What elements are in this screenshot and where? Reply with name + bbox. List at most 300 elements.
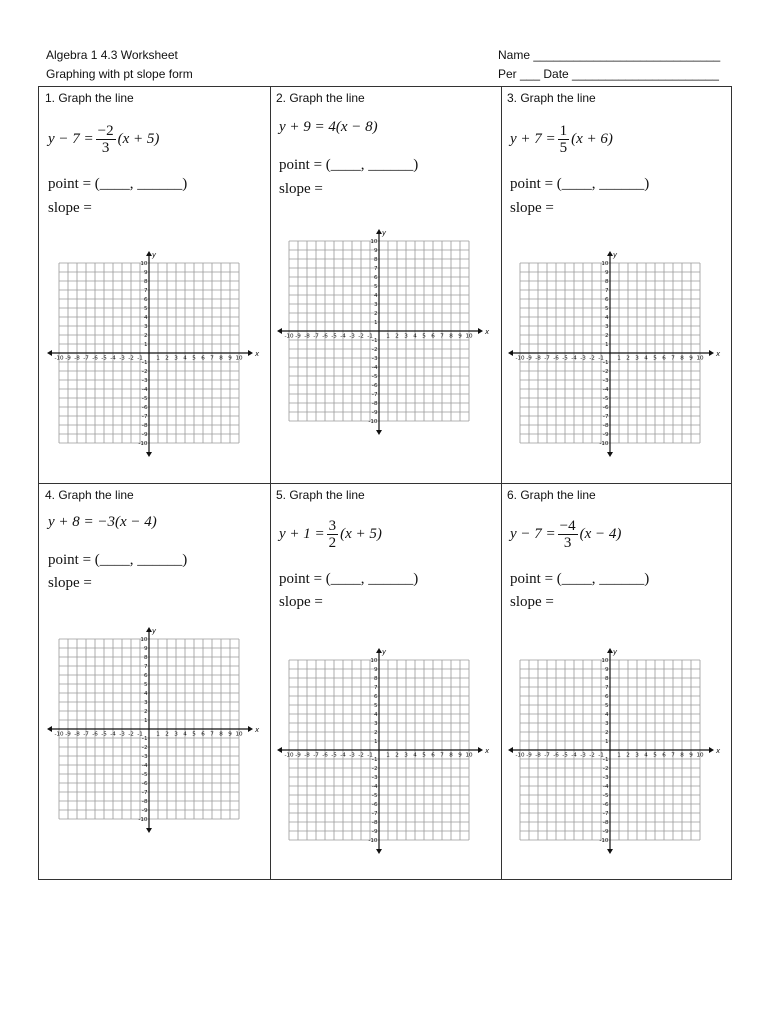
x-tick-label: -2	[358, 752, 364, 759]
x-tick-label: 10	[235, 355, 243, 362]
x-tick-label: -10	[515, 752, 525, 759]
x-tick-label: 10	[696, 355, 704, 362]
equation-lhs: y + 8 = −3(x − 4)	[48, 514, 157, 530]
x-axis-label: x	[255, 350, 260, 358]
x-tick-label: -9	[295, 752, 301, 759]
x-tick-label: -3	[580, 752, 586, 759]
y-tick-label: 5	[373, 284, 378, 290]
slope-answer-field[interactable]: slope =	[48, 575, 92, 591]
coordinate-grid[interactable]	[515, 648, 721, 870]
fraction-numerator: 1	[559, 123, 568, 139]
x-tick-label: -1	[598, 355, 604, 362]
x-tick-label: 5	[192, 731, 196, 738]
x-tick-label: 2	[395, 333, 399, 340]
y-axis-label: y	[382, 229, 387, 237]
y-tick-label: -1	[602, 360, 609, 366]
x-axis-label: x	[716, 747, 721, 755]
x-tick-label: -4	[571, 355, 577, 362]
equation	[279, 119, 378, 136]
y-tick-label: -3	[602, 775, 609, 781]
y-tick-label: 8	[373, 257, 378, 263]
y-tick-label: -7	[602, 811, 609, 817]
y-axis-arrow-down	[146, 828, 152, 833]
y-tick-label: 2	[604, 730, 609, 736]
equation	[279, 518, 382, 551]
y-tick-label: 10	[140, 637, 148, 643]
x-tick-label: -4	[110, 731, 116, 738]
x-tick-label: -7	[313, 333, 319, 340]
x-tick-label: 1	[617, 752, 621, 759]
slope-fraction	[327, 518, 339, 551]
x-tick-label: -1	[367, 752, 373, 759]
y-tick-label: 8	[373, 676, 378, 682]
point-answer-field[interactable]: point = (____, ______)	[510, 571, 650, 587]
x-tick-label: 3	[635, 355, 639, 362]
equation-lhs: y + 9 = 4(x − 8)	[279, 119, 378, 135]
y-tick-label: -8	[602, 820, 609, 826]
y-tick-label: 5	[604, 703, 609, 709]
y-tick-label: -4	[371, 365, 378, 371]
y-tick-label: 4	[373, 293, 378, 299]
y-tick-label: 5	[604, 306, 609, 312]
x-tick-label: 4	[413, 333, 417, 340]
x-tick-label: -8	[535, 752, 541, 759]
y-tick-label: 8	[143, 655, 148, 661]
point-answer-field[interactable]: point = (____, ______)	[48, 176, 188, 192]
y-tick-label: -8	[371, 820, 378, 826]
y-tick-label: -10	[368, 419, 378, 425]
x-tick-label: 10	[235, 731, 243, 738]
y-tick-label: -5	[371, 793, 378, 799]
x-tick-label: -8	[304, 333, 310, 340]
y-tick-label: 2	[143, 709, 148, 715]
problem-label: 4. Graph the line	[45, 488, 134, 502]
y-tick-label: 9	[373, 248, 378, 254]
x-tick-label: 8	[680, 752, 684, 759]
y-tick-label: 7	[143, 664, 148, 670]
x-tick-label: -7	[544, 355, 550, 362]
x-tick-label: -1	[137, 355, 143, 362]
x-tick-label: 4	[413, 752, 417, 759]
x-tick-label: -6	[322, 333, 328, 340]
x-tick-label: 2	[626, 355, 630, 362]
y-tick-label: 2	[373, 311, 378, 317]
y-tick-label: -5	[141, 772, 148, 778]
x-tick-label: -9	[295, 333, 301, 340]
x-tick-label: 7	[210, 355, 214, 362]
x-tick-label: 1	[386, 752, 390, 759]
y-tick-label: -3	[141, 754, 148, 760]
x-tick-label: -10	[54, 355, 64, 362]
y-tick-label: -6	[371, 383, 378, 389]
x-tick-label: 4	[644, 355, 648, 362]
x-tick-label: 7	[210, 731, 214, 738]
coordinate-grid[interactable]	[54, 251, 260, 473]
x-tick-label: 6	[201, 731, 205, 738]
y-tick-label: 2	[373, 730, 378, 736]
x-tick-label: -2	[589, 752, 595, 759]
y-tick-label: 6	[373, 275, 378, 281]
y-tick-label: -2	[371, 347, 378, 353]
y-tick-label: 3	[604, 324, 609, 330]
x-tick-label: -5	[101, 731, 107, 738]
problem-3	[501, 87, 732, 484]
slope-fraction	[96, 123, 116, 156]
y-tick-label: 4	[604, 315, 609, 321]
y-tick-label: 3	[604, 721, 609, 727]
slope-answer-field[interactable]: slope =	[48, 200, 92, 216]
y-tick-label: 8	[604, 676, 609, 682]
y-tick-label: 9	[143, 270, 148, 276]
x-tick-label: -8	[535, 355, 541, 362]
x-tick-label: -2	[589, 355, 595, 362]
x-tick-label: 6	[662, 752, 666, 759]
x-tick-label: 3	[635, 752, 639, 759]
x-tick-label: -7	[83, 355, 89, 362]
x-tick-label: -2	[128, 355, 134, 362]
x-tick-label: -7	[83, 731, 89, 738]
x-tick-label: 2	[626, 752, 630, 759]
y-tick-label: -9	[141, 432, 148, 438]
y-tick-label: -5	[602, 396, 609, 402]
x-tick-label: -2	[128, 731, 134, 738]
point-answer-field[interactable]: point = (____, ______)	[279, 571, 419, 587]
x-axis-arrow-right	[478, 747, 483, 753]
y-tick-label: -10	[368, 838, 378, 844]
problem-2	[270, 87, 501, 484]
x-tick-label: 5	[192, 355, 196, 362]
x-tick-label: -5	[562, 355, 568, 362]
x-tick-label: -4	[110, 355, 116, 362]
y-tick-label: -7	[602, 414, 609, 420]
y-tick-label: 5	[143, 682, 148, 688]
y-tick-label: 7	[604, 288, 609, 294]
y-tick-label: 4	[373, 712, 378, 718]
y-axis-label: y	[613, 648, 618, 656]
slope-answer-field[interactable]: slope =	[510, 200, 554, 216]
equation	[48, 514, 157, 531]
x-tick-label: 3	[404, 752, 408, 759]
x-tick-label: 8	[219, 355, 223, 362]
y-tick-label: 3	[373, 721, 378, 727]
y-tick-label: -5	[141, 396, 148, 402]
x-axis-label: x	[716, 350, 721, 358]
y-tick-label: 7	[373, 266, 378, 272]
y-tick-label: 1	[143, 718, 148, 724]
y-tick-label: -10	[138, 817, 148, 823]
problem-label: 2. Graph the line	[276, 91, 365, 105]
y-tick-label: -6	[602, 802, 609, 808]
x-tick-label: -6	[92, 731, 98, 738]
y-tick-label: -7	[371, 392, 378, 398]
y-tick-label: -1	[371, 338, 378, 344]
x-tick-label: -4	[340, 333, 346, 340]
y-tick-label: 9	[604, 270, 609, 276]
y-tick-label: -1	[602, 757, 609, 763]
y-tick-label: 10	[140, 261, 148, 267]
x-tick-label: -10	[515, 355, 525, 362]
y-tick-label: -8	[141, 799, 148, 805]
y-tick-label: -2	[602, 369, 609, 375]
problem-label: 1. Graph the line	[45, 91, 134, 105]
x-tick-label: 8	[680, 355, 684, 362]
y-tick-label: -8	[602, 423, 609, 429]
x-tick-label: -10	[54, 731, 64, 738]
x-tick-label: -7	[544, 752, 550, 759]
y-tick-label: -10	[138, 441, 148, 447]
name-field[interactable]: Name ____________________________	[498, 48, 721, 62]
problem-4	[39, 484, 270, 881]
x-tick-label: 7	[671, 752, 675, 759]
y-tick-label: -7	[141, 790, 148, 796]
y-tick-label: -3	[141, 378, 148, 384]
x-tick-label: 7	[440, 333, 444, 340]
y-tick-label: -7	[141, 414, 148, 420]
y-tick-label: 10	[601, 261, 609, 267]
y-tick-label: 10	[370, 239, 378, 245]
x-tick-label: 7	[440, 752, 444, 759]
x-tick-label: 3	[174, 355, 178, 362]
x-axis-arrow-left	[277, 328, 282, 334]
y-axis-arrow-down	[376, 849, 382, 854]
y-axis-label: y	[613, 251, 618, 259]
x-tick-label: 9	[689, 752, 693, 759]
x-tick-label: -5	[562, 752, 568, 759]
y-tick-label: -4	[602, 784, 609, 790]
y-tick-label: -2	[141, 745, 148, 751]
problem-table	[38, 86, 732, 880]
x-tick-label: -9	[65, 355, 71, 362]
y-tick-label: 3	[143, 324, 148, 330]
x-tick-label: -4	[340, 752, 346, 759]
problem-1	[39, 87, 270, 484]
x-tick-label: -3	[119, 731, 125, 738]
y-tick-label: 9	[143, 646, 148, 652]
slope-answer-field[interactable]: slope =	[279, 181, 323, 197]
y-tick-label: -3	[602, 378, 609, 384]
x-tick-label: 5	[422, 752, 426, 759]
x-axis-arrow-left	[277, 747, 282, 753]
x-tick-label: -1	[367, 333, 373, 340]
x-tick-label: 9	[228, 731, 232, 738]
x-tick-label: 10	[696, 752, 704, 759]
x-axis-arrow-left	[508, 350, 513, 356]
y-tick-label: 3	[143, 700, 148, 706]
y-tick-label: 7	[604, 685, 609, 691]
equation-rhs: (x + 5)	[117, 131, 160, 147]
y-tick-label: 5	[373, 703, 378, 709]
y-tick-label: -3	[371, 356, 378, 362]
x-tick-label: 1	[617, 355, 621, 362]
y-tick-label: 1	[373, 320, 378, 326]
y-tick-label: -1	[141, 360, 148, 366]
y-tick-label: 6	[604, 694, 609, 700]
y-tick-label: 8	[604, 279, 609, 285]
x-tick-label: 2	[165, 355, 169, 362]
x-tick-label: 6	[662, 355, 666, 362]
y-tick-label: -10	[599, 441, 609, 447]
y-tick-label: 6	[143, 297, 148, 303]
y-tick-label: -6	[141, 405, 148, 411]
point-answer-field[interactable]: point = (____, ______)	[48, 552, 188, 568]
y-tick-label: -2	[602, 766, 609, 772]
x-axis-arrow-left	[47, 726, 52, 732]
y-tick-label: 4	[143, 691, 148, 697]
y-tick-label: -4	[141, 387, 148, 393]
x-tick-label: 6	[431, 333, 435, 340]
x-tick-label: -3	[119, 355, 125, 362]
y-tick-label: 1	[604, 342, 609, 348]
y-tick-label: 9	[373, 667, 378, 673]
y-axis-arrow-down	[607, 452, 613, 457]
x-tick-label: 8	[449, 752, 453, 759]
coordinate-grid[interactable]	[284, 648, 490, 870]
y-tick-label: 2	[143, 333, 148, 339]
slope-fraction	[558, 518, 578, 551]
x-tick-label: -8	[74, 355, 80, 362]
x-tick-label: 4	[183, 731, 187, 738]
x-tick-label: 9	[458, 752, 462, 759]
x-tick-label: -6	[553, 355, 559, 362]
point-answer-field[interactable]: point = (____, ______)	[279, 157, 419, 173]
x-tick-label: 6	[201, 355, 205, 362]
y-tick-label: 1	[143, 342, 148, 348]
x-axis-label: x	[485, 328, 490, 336]
x-axis-arrow-right	[248, 350, 253, 356]
y-tick-label: -6	[371, 802, 378, 808]
x-tick-label: 3	[174, 731, 178, 738]
x-axis-arrow-left	[508, 747, 513, 753]
x-tick-label: 1	[386, 333, 390, 340]
y-tick-label: 8	[143, 279, 148, 285]
y-tick-label: 6	[604, 297, 609, 303]
y-tick-label: 10	[601, 658, 609, 664]
y-tick-label: -7	[371, 811, 378, 817]
equation-lhs: y − 7 =	[510, 526, 556, 542]
y-tick-label: -5	[602, 793, 609, 799]
fraction-denominator: 5	[559, 140, 568, 156]
period-date-field[interactable]: Per ___ Date ______________________	[498, 67, 719, 81]
x-tick-label: 1	[156, 731, 160, 738]
y-tick-label: -4	[602, 387, 609, 393]
equation-lhs: y + 7 =	[510, 131, 556, 147]
fraction-numerator: 3	[328, 518, 337, 534]
x-tick-label: 1	[156, 355, 160, 362]
x-tick-label: -6	[92, 355, 98, 362]
x-tick-label: 6	[431, 752, 435, 759]
y-tick-label: -8	[141, 423, 148, 429]
y-tick-label: -5	[371, 374, 378, 380]
y-tick-label: 5	[143, 306, 148, 312]
equation	[510, 123, 613, 156]
y-tick-label: -9	[602, 829, 609, 835]
coordinate-grid[interactable]	[515, 251, 721, 473]
x-tick-label: 9	[458, 333, 462, 340]
y-tick-label: -10	[599, 838, 609, 844]
y-tick-label: 4	[143, 315, 148, 321]
problem-label: 5. Graph the line	[276, 488, 365, 502]
x-tick-label: 5	[422, 333, 426, 340]
slope-answer-field[interactable]: slope =	[279, 594, 323, 610]
y-axis-arrow-down	[607, 849, 613, 854]
x-tick-label: 5	[653, 752, 657, 759]
equation-rhs: (x − 4)	[579, 526, 622, 542]
point-answer-field[interactable]: point = (____, ______)	[510, 176, 650, 192]
x-tick-label: 9	[228, 355, 232, 362]
y-tick-label: -1	[141, 736, 148, 742]
x-tick-label: -9	[526, 752, 532, 759]
y-axis-label: y	[152, 627, 157, 635]
x-tick-label: -3	[349, 333, 355, 340]
fraction-denominator: 3	[563, 535, 572, 551]
x-tick-label: 3	[404, 333, 408, 340]
x-axis-arrow-right	[709, 350, 714, 356]
x-tick-label: -8	[74, 731, 80, 738]
y-tick-label: -1	[371, 757, 378, 763]
x-tick-label: -3	[580, 355, 586, 362]
x-axis-label: x	[255, 726, 260, 734]
y-tick-label: -4	[371, 784, 378, 790]
y-tick-label: 1	[373, 739, 378, 745]
x-tick-label: -9	[65, 731, 71, 738]
slope-fraction	[558, 123, 570, 156]
x-tick-label: -3	[349, 752, 355, 759]
x-tick-label: -10	[284, 752, 294, 759]
problem-label: 6. Graph the line	[507, 488, 596, 502]
equation-rhs: (x + 6)	[571, 131, 613, 147]
x-tick-label: -5	[331, 333, 337, 340]
y-axis-label: y	[382, 648, 387, 656]
equation	[510, 518, 621, 551]
equation-lhs: y + 1 =	[279, 526, 325, 542]
y-tick-label: 7	[143, 288, 148, 294]
fraction-denominator: 2	[328, 535, 337, 551]
x-axis-label: x	[485, 747, 490, 755]
x-tick-label: -5	[331, 752, 337, 759]
x-tick-label: 2	[165, 731, 169, 738]
x-tick-label: -2	[358, 333, 364, 340]
worksheet-title: Algebra 1 4.3 Worksheet	[46, 48, 178, 62]
y-tick-label: 9	[604, 667, 609, 673]
problem-6	[501, 484, 732, 881]
y-tick-label: 3	[373, 302, 378, 308]
y-tick-label: 7	[373, 685, 378, 691]
x-tick-label: 8	[219, 731, 223, 738]
problem-label: 3. Graph the line	[507, 91, 596, 105]
x-tick-label: 5	[653, 355, 657, 362]
y-tick-label: -8	[371, 401, 378, 407]
slope-answer-field[interactable]: slope =	[510, 594, 554, 610]
equation	[48, 123, 159, 156]
y-axis-arrow-down	[146, 452, 152, 457]
y-axis-label: y	[152, 251, 157, 259]
x-tick-label: 10	[465, 333, 473, 340]
x-tick-label: -4	[571, 752, 577, 759]
x-tick-label: -1	[137, 731, 143, 738]
x-tick-label: -8	[304, 752, 310, 759]
coordinate-grid[interactable]	[284, 229, 490, 451]
x-tick-label: -10	[284, 333, 294, 340]
y-tick-label: -2	[371, 766, 378, 772]
equation-lhs: y − 7 =	[48, 131, 94, 147]
fraction-numerator: −4	[559, 518, 576, 534]
y-axis-arrow-down	[376, 430, 382, 435]
coordinate-grid[interactable]	[54, 627, 260, 849]
y-tick-label: 2	[604, 333, 609, 339]
x-tick-label: 7	[671, 355, 675, 362]
y-tick-label: 6	[373, 694, 378, 700]
x-tick-label: -1	[598, 752, 604, 759]
